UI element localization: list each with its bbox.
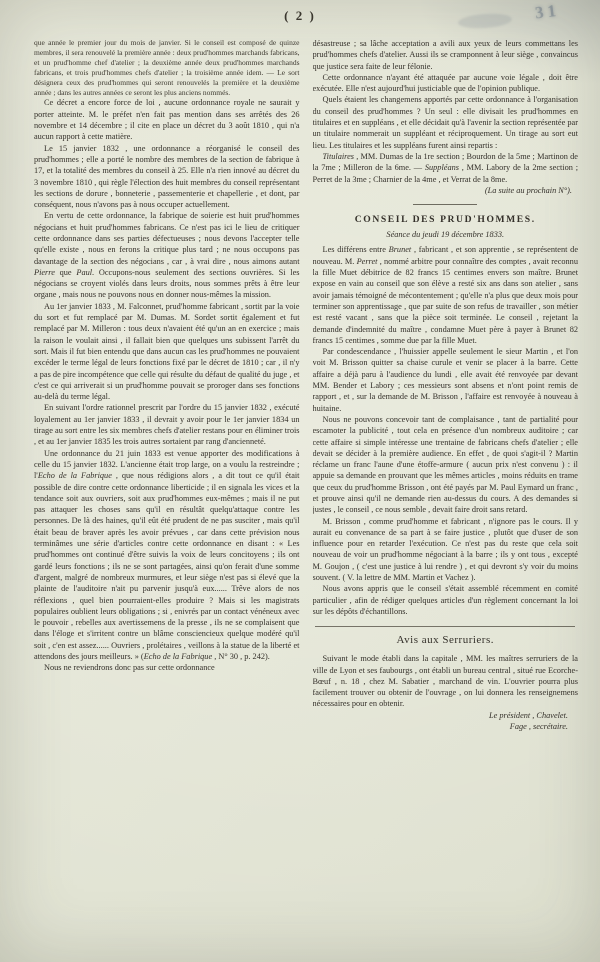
column-right	[313, 38, 579, 950]
paragraph: En suivant l'ordre rationnel prescrit par l'ordre du 15 janvier 1832 , exécuté loyalement au 1er janvier 1833 , il devrait y avoir pour le 1er janvier 1834 un tirage au sort entre les six membres chefs d'atelier restans pour en éliminer trois , et au 1er janvier 1835 les trois autres sortaient par rang d'ancienneté.	[34, 403, 300, 447]
paragraph: Nous ne reviendrons donc pas sur cette ordonnance	[44, 663, 215, 673]
page-number: ( 2 )	[284, 8, 316, 23]
text-columns	[34, 38, 578, 950]
paragraph: Ce décret a encore force de loi , aucune ordonnance royale ne saurait y porter atteinte. M. le préfet n'en fait pas mention dans ses arrêtés des 26 novembre et 14 décembre ; il cite en place un décret du 3 août 1810 , qui n'a aucun rapport à cette matière.	[34, 98, 300, 142]
conseil-heading: CONSEIL DES PRUD'HOMMES.	[354, 214, 536, 226]
paragraph: Nous ne pouvons concevoir tant de complaisance , tant de partialité pour escamoter la publicité , tout cela en présence d'un nombreux auditoire ; car cette affaire si simple intéresse une trentaine de fabricans chefs d'atelier ; elle devait se décider à la première audience. En effet , de quoi s'agit-il ? Martin réclame un franc l'aune d'une étoffe-armure ( aucun prix n'est convenu ) : il appuie sa demande en prouvant que les mêmes articles , moins réduits en trame que ceux du prud'homme Brisson , ont été payés par M. Paul Eymard un franc , et prouve ainsi qu'il ne demande rien au-dessus du cours. A des demandes si justes , le conseil , ce nous semble , devait faire droit sans retard.	[312, 414, 578, 515]
paragraph: Le 15 janvier 1832 , une ordonnance a réorganisé le conseil des prud'hommes ; elle a porté le nombre des membres de la section de fabrique à 17, et la totalité des membres du conseil à 25. Elle n'a rien innové au décret du 3 novembre 1810 , qui règle l'élection des huit membres du conseil représentant les sections de dorure , bonneterie , passementerie et chapellerie , et dont, par conséquent, nous n'avons pas à nous occuper actuellement.	[34, 143, 300, 210]
paragraph: En vertu de cette ordonnance, la fabrique de soierie est huit prud'hommes négocians et huit prud'hommes fabricans. Ce n'est pas ici le lieu de critiquer cette ordonnance dans ses parties défectueuses ; nous devons l'accepter telle qu'elle existe , nous en ferons la critique plus tard ; ne nous occupons pas davantage de la section des négocians , car , à vrai dire , nous aimons autant Pierre que Paul. Occupons-nous seulement des sections ouvrières. Si les négocians se croyent violés dans leurs droits, nous sommes prêts à être leur organe , mais nous ne pouvons nous en donner nous-mêmes la mission.	[34, 211, 300, 300]
signature-secretary: Fage , secrétaire.	[509, 722, 568, 732]
column-left	[34, 38, 300, 950]
paragraph: Quels étaient les changemens apportés par cette ordonnance à l'organisation du conseil des prud'hommes ? Un seul : elle divisait les prud'hommes en titulaires et en suppléans , et elle décidait qu'à l'avenir la section représentée par un titulaire nommerait un suppléant et réciproquement. Un tirage au sort eut lieu. Les titulaires et les suppléans furent ainsi repartis :	[312, 95, 578, 150]
session-date: Séance du jeudi 19 décembre 1833.	[386, 230, 505, 240]
paragraph: Suivant le mode établi dans la capitale , MM. les maîtres serruriers de la ville de Lyon et ses faubourgs , ont établi un bureau central , situé rue Ecorche-Bœuf , n. 18 , chez M. Sabatier , marchand de vin. L'ouvrier pourra plus facilement trouver ou obtenir de l'ouvrage , on lui donnera les renseignemens nécessaires pour en obtenir.	[312, 654, 578, 709]
paragraph: Par condescendance , l'huissier appelle seulement le sieur Martin , et l'on voit M. Brisson quitter sa chaise curule et venir se placer à la barre. Cette affaire a déjà paru à l'audience du lundi , elle avait été renvoyée par devant MM. Bender et Labory ; ces messieurs sont absens et n'ont point remis de rapport , et , sur la demande de M. Brisson , l'affaire est renvoyée à nouveau à huitaine.	[312, 347, 578, 413]
paragraph: Une ordonnance du 21 juin 1833 est venue apporter des modifications à celle du 15 janvier 1832. L'ancienne était trop large, on a voulu la restreindre ; l'Echo de la Fabrique , que nous rédigions alors , a dit tout ce qu'il était possible de dire contre cette ordonnance liberticide ; il en signala les vices et la tendance soit aux ouvriers, soit aux prud'hommes eux-mêmes ; mais il ne put pas attaquer les choses sans qu'il en résultât quelqu'attaque contre les personnes. De là des haines, qu'il eût été prudent de ne pas susciter , mais qu'il était beau de braver après les avoir prévues , car dans cette prévision nous terminâmes une série d'articles contre cette ordonnance en disant : « Les prud'hommes ont continué d'être suivis la voix de leurs concitoyens ; ils ont gardé leurs fonctions ; ils ne se sont partagées, ainsi qu'on ferait d'une somme d'argent, malgré de nombreux murmures, et leur siège n'est pas si élevé que la plainte de l'auditoire n'ait pu parvenir jusqu'à eux...... Trêve alors de nos réflexions , quel bien pourraient-elles produire ? Mais si les magistrats populaires oublient leurs obligations ; si , enivrés par un contact vénéneux avec le pouvoir , rebelles aux avertissemens de la presse , ils ne se complaisent que dans l'éloge et s'irritent contre un blâme consciencieux quelque modéré qu'il soit , c'en est assez...... Ouvriers , prolétaires , veillons à la statue de la liberté et attendons des jours meilleurs. » (Echo de la Fabrique , N° 30 , p. 242).	[34, 448, 300, 661]
paragraph: désastreuse ; sa lâche acceptation a avili aux yeux de leurs commettans les prud'hommes chefs d'atelier. Aussi ils se cramponnent à leur siège , convaincus que justice sera faite de leur félonie.	[312, 39, 578, 71]
paragraph: Nous avons appris que le conseil s'était assemblé récemment en comité particulier , afin de rédiger quelques articles d'un règlement concernant la loi sur les dépôts d'échantillons.	[312, 584, 578, 616]
ink-stamp: 31	[533, 0, 562, 23]
signature-president: Le président , Chavelet.	[488, 710, 568, 720]
separator-rule	[315, 626, 575, 627]
paragraph: Cette ordonnance n'ayant été attaquée par aucune voie légale , doit être exécutée. Elle n'est aujourd'hui justiciable que de l'opinion publique.	[312, 72, 578, 94]
continuation-note: que année le premier jour du mois de janvier. Si le conseil est composé de quinze membres, il sera renouvelé la première année : deux prud'hommes marchands fabricans, et un prud'homme chef d'atelier ; la deuxième année deux prud'hommes marchands fabricans, et trois prud'hommes chefs d'atelier ; la troisième année idem. — Le sort désignera ceux des prud'hommes qui seront renouvelés la première et la deuxième année ; dans les autres années ce seront les plus anciens nommés.	[34, 38, 300, 97]
paragraph: M. Brisson , comme prud'homme et fabricant , n'ignore pas le cours. Il y aurait eu convenance de sa part à se faire justice , plutôt que d'user de son influence pour en retarder l'exécution. Ce n'est pas du reste que cela soit nouveau de voir un prud'homme négociant à la barre ; ils y ont tous , excepté M. Goujon , ( c'est une justice à lui rendre ) , et qui devront s'y voir du moins souvent. ( V. la lettre de MM. Martin et Vachez ).	[312, 516, 578, 583]
avis-heading: Avis aux Serruriers.	[396, 634, 494, 647]
continuation-notice: (La suite au prochain N°).	[484, 185, 572, 195]
paragraph: Au 1er janvier 1833 , M. Falconnet, prud'homme fabricant , sortit par la voie du sort et fut remplacé par M. Dumas. M. Sordet sortit également et fut remplacé par M. Milleron : tous deux n'avaient été qu'un an en exercice ; mais la raison le voulait ainsi , il fallait bien que quelques uns subissent l'arrêt du sort. Mais il fut bien entendu que dans aucun cas les prud'hommes ne pouvaient excéder le terme légal de leurs fonctions fixé par le décret de 1810 ; car , il n'y a pas de pire incompétence que celle qui résulte du défaut de qualité du juge , et c'est ce qui arriverait si un prud'homme pouvait se proroger dans ses fonctions au-delà du terme légal.	[34, 301, 300, 402]
separator-rule	[413, 204, 477, 205]
paragraph: Les différens entre Brunet , fabricant , et son apprentie , se représentent de nouveau. M. Perret , nommé arbitre pour connaître des comptes , avait reconnu la fille Muet débitrice de 82 francs 15 centimes envers son maître. Brunet expose en vain au conseil que son élève a resté six ans dans son atelier , sans avoir jamais témoigné de mécontentement ; qu'elle n'a plus que deux mois pour terminer son apprentissage , que par suite de son refus de travailler , son métier est resté vacant , sans que la pièce soit terminée. Le conseil , rejetant la demande d'indemnité du maître , condamne Muet père à payer à Brunet 82 francs 15 centimes , somme due par la fille Muet.	[312, 245, 578, 345]
roster-paragraph: Titulaires , MM. Dumas de la 1re section ; Bourdon de la 5me ; Martinon de la 7me ; Milleron de la 6me. — Suppléans , MM. Labory de la 2me section ; Perret de la 3me ; Charnier de la 4me , et Verrat de la 8me.	[312, 151, 578, 184]
